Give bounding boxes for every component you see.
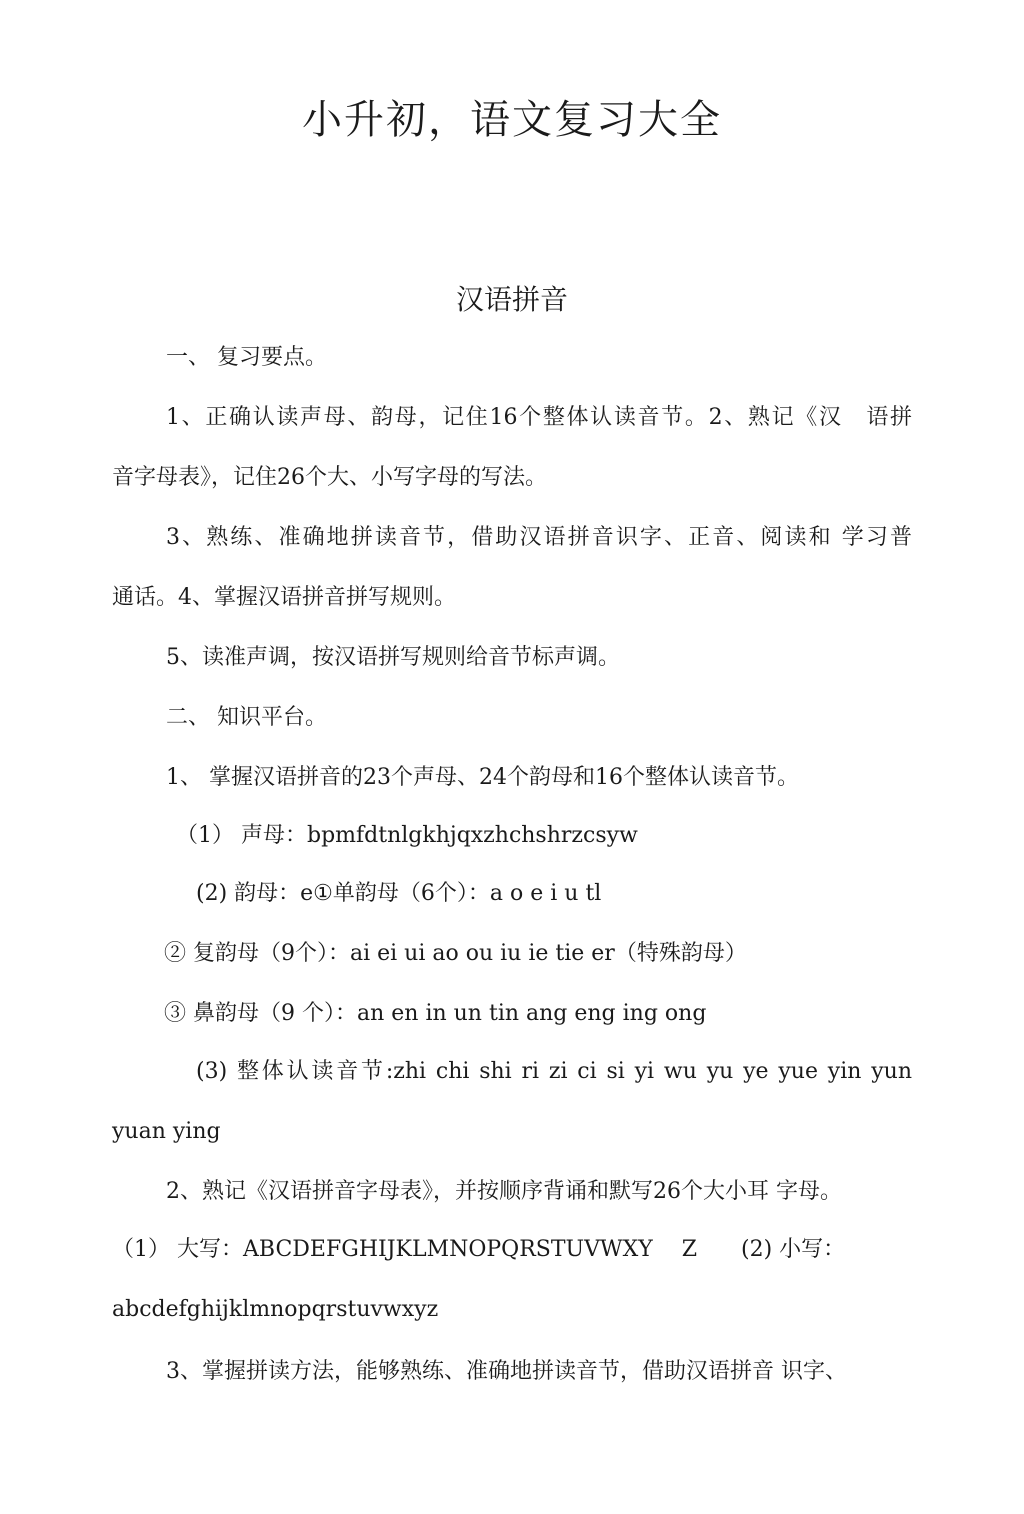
compound-finals-line: ② 复韵母（9个）：ai ei ui ao ou iu ie tie er（特殊韵母） <box>164 941 747 966</box>
whole-syllables-line-2: yuan ying <box>112 1119 221 1144</box>
nasal-finals-line: ③ 鼻韵母（9 个）：an en in un tin ang eng ing ong <box>164 1001 707 1026</box>
heading-review-points: 一、 复习要点。 <box>166 345 327 370</box>
whole-syllables-line-1: (3) 整体认读音节:zhi chi shi ri zi ci si yi wu yu ye yue yin yun <box>196 1059 912 1084</box>
paragraph-1-line-2: 音字母表》，记住26个大、小写字母的写法。 <box>112 465 547 490</box>
paragraph-3: 5、读准声调，按汉语拼写规则给音节标声调。 <box>166 645 620 670</box>
knowledge-item-2: 2、熟记《汉语拼音字母表》，并按顺序背诵和默写26个大小耳 字母。 <box>166 1179 842 1204</box>
finals-line: (2) 韵母：e①单韵母（6个）：a o e i u tl <box>196 881 602 906</box>
initials-line: （1） 声母：bpmfdtnlgkhjqxzhchshrzcsyw <box>176 823 638 848</box>
paragraph-1-line-1: 1、正确认读声母、韵母，记住16个整体认读音节。2、熟记《汉 语拼 <box>166 405 912 430</box>
knowledge-item-1: 1、 掌握汉语拼音的23个声母、24个韵母和16个整体认读音节。 <box>166 765 799 790</box>
document-title: 小升初，语文复习大全 <box>302 97 722 143</box>
heading-knowledge-platform: 二、 知识平台。 <box>166 705 327 730</box>
knowledge-item-3: 3、掌握拼读方法，能够熟练、准确地拼读音节，借助汉语拼音 识字、 <box>166 1359 847 1384</box>
uppercase-lowercase-line: （1） 大写：ABCDEFGHIJKLMNOPQRSTUVWXY Z (2) 小写： <box>112 1237 846 1262</box>
section-title: 汉语拼音 <box>455 283 568 316</box>
lowercase-alphabet-line: abcdefghijklmnopqrstuvwxyz <box>112 1297 439 1322</box>
paragraph-2-line-1: 3、熟练、准确地拼读音节，借助汉语拼音识字、正音、阅读和 学习普 <box>166 525 912 550</box>
paragraph-2-line-2: 通话。4、掌握汉语拼音拼写规则。 <box>112 585 456 610</box>
